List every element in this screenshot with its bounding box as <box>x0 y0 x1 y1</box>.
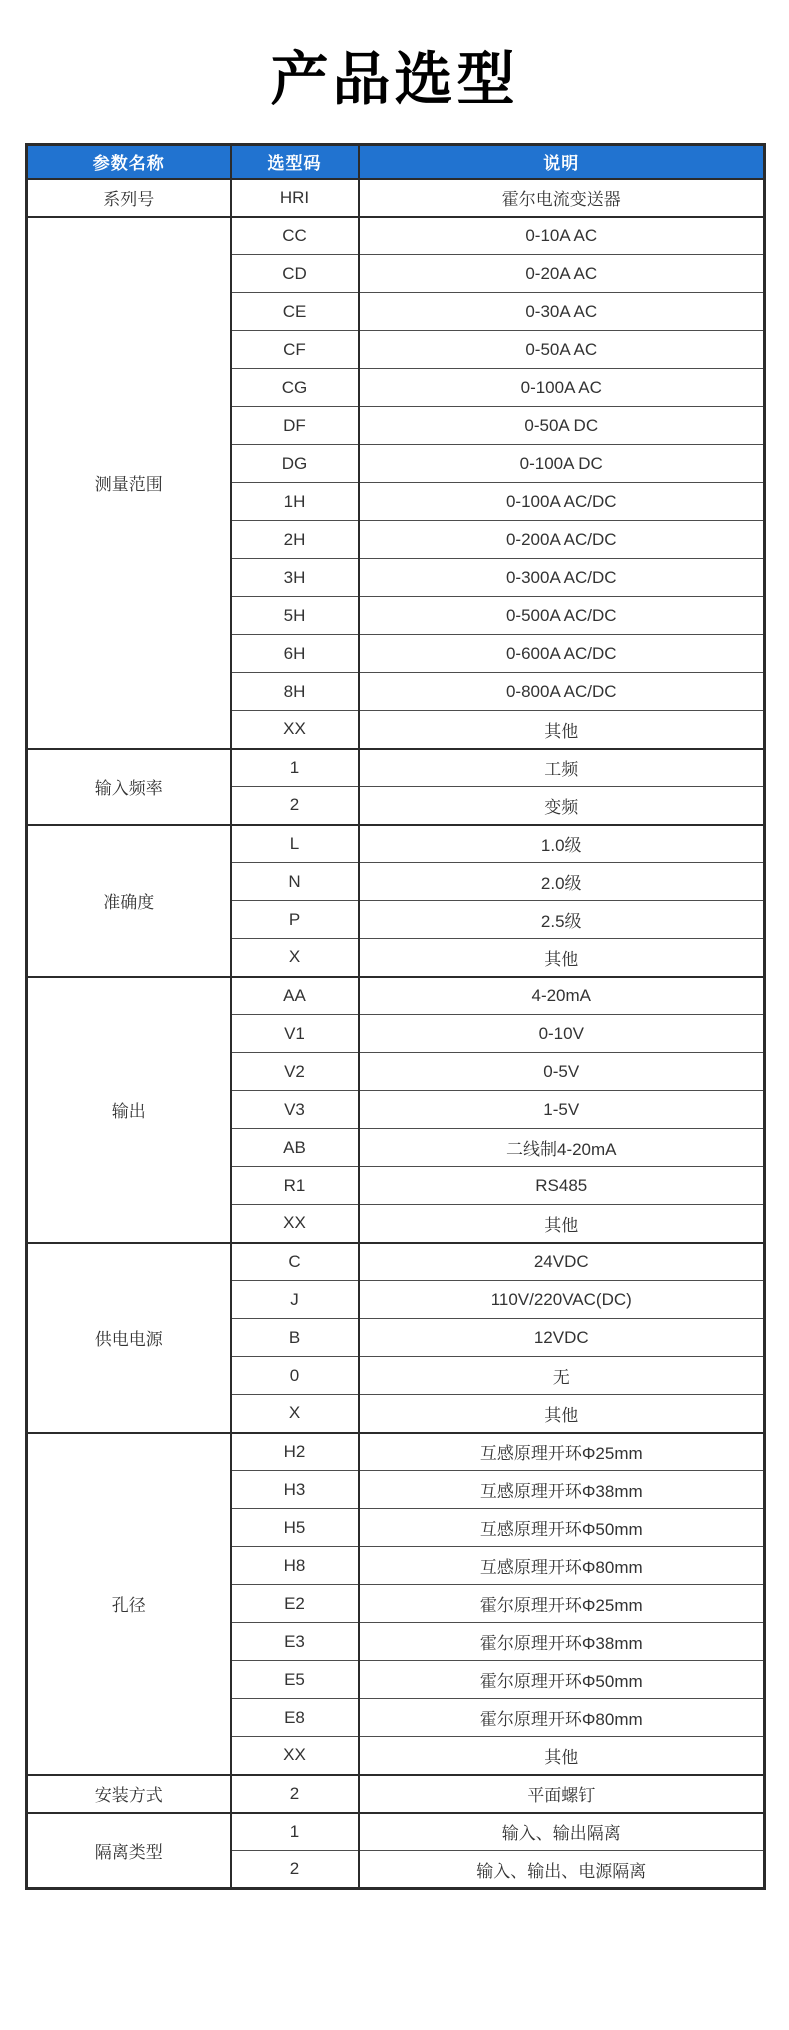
parameter-name-cell: 孔径 <box>27 1433 231 1775</box>
selection-code-cell: CE <box>231 293 359 331</box>
selection-code-cell: V1 <box>231 1015 359 1053</box>
selection-code-cell: CG <box>231 369 359 407</box>
selection-code-cell: AB <box>231 1129 359 1167</box>
description-cell: 0-50A AC <box>359 331 765 369</box>
description-cell: 0-10A AC <box>359 217 765 255</box>
description-cell: 二线制4-20mA <box>359 1129 765 1167</box>
description-cell: 互感原理开环Φ25mm <box>359 1433 765 1471</box>
table-row <box>27 1813 765 1851</box>
selection-code-cell: 1 <box>231 749 359 787</box>
parameter-name-cell: 输入频率 <box>27 749 231 825</box>
table-row <box>27 1243 765 1281</box>
description-cell: 霍尔电流变送器 <box>359 179 765 217</box>
description-cell: 其他 <box>359 939 765 977</box>
page-title: 产品选型 <box>270 47 519 112</box>
selection-code-cell: AA <box>231 977 359 1015</box>
selection-code-cell: XX <box>231 1737 359 1775</box>
description-cell: 0-100A AC <box>359 369 765 407</box>
selection-code-cell: 3H <box>231 559 359 597</box>
selection-code-cell: L <box>231 825 359 863</box>
selection-code-cell: P <box>231 901 359 939</box>
selection-code-cell: CF <box>231 331 359 369</box>
table-row <box>27 977 765 1015</box>
selection-code-cell: H2 <box>231 1433 359 1471</box>
description-cell: 110V/220VAC(DC) <box>359 1281 765 1319</box>
selection-code-cell: 2 <box>231 1851 359 1889</box>
table-header-row <box>27 145 765 179</box>
selection-code-cell: E5 <box>231 1661 359 1699</box>
description-cell: 0-100A AC/DC <box>359 483 765 521</box>
selection-code-cell: R1 <box>231 1167 359 1205</box>
col-header-selection-code: 选型码 <box>231 145 359 179</box>
description-cell: 霍尔原理开环Φ50mm <box>359 1661 765 1699</box>
description-cell: 输入、输出隔离 <box>359 1813 765 1851</box>
selection-code-cell: CC <box>231 217 359 255</box>
selection-code-cell: 8H <box>231 673 359 711</box>
selection-code-cell: 2 <box>231 1775 359 1813</box>
parameter-name-cell: 输出 <box>27 977 231 1243</box>
description-cell: 其他 <box>359 711 765 749</box>
selection-code-cell: DF <box>231 407 359 445</box>
selection-code-cell: V3 <box>231 1091 359 1129</box>
selection-code-cell: H5 <box>231 1509 359 1547</box>
product-selection-table <box>25 143 766 1890</box>
description-cell: 1.0级 <box>359 825 765 863</box>
description-cell: RS485 <box>359 1167 765 1205</box>
parameter-name-cell: 隔离类型 <box>27 1813 231 1889</box>
description-cell: 24VDC <box>359 1243 765 1281</box>
selection-code-cell: N <box>231 863 359 901</box>
description-cell: 工频 <box>359 749 765 787</box>
selection-code-cell: HRI <box>231 179 359 217</box>
selection-code-cell: E3 <box>231 1623 359 1661</box>
description-cell: 互感原理开环Φ38mm <box>359 1471 765 1509</box>
description-cell: 其他 <box>359 1737 765 1775</box>
parameter-name-cell: 安装方式 <box>27 1775 231 1813</box>
description-cell: 其他 <box>359 1395 765 1433</box>
selection-code-cell: 1 <box>231 1813 359 1851</box>
description-cell: 0-5V <box>359 1053 765 1091</box>
table-row <box>27 1433 765 1471</box>
selection-code-cell: 2 <box>231 787 359 825</box>
description-cell: 无 <box>359 1357 765 1395</box>
selection-code-cell: B <box>231 1319 359 1357</box>
selection-code-cell: E8 <box>231 1699 359 1737</box>
selection-code-cell: C <box>231 1243 359 1281</box>
parameter-name-cell: 系列号 <box>27 179 231 217</box>
description-cell: 0-50A DC <box>359 407 765 445</box>
selection-code-cell: 5H <box>231 597 359 635</box>
description-cell: 其他 <box>359 1205 765 1243</box>
description-cell: 2.5级 <box>359 901 765 939</box>
description-cell: 霍尔原理开环Φ80mm <box>359 1699 765 1737</box>
description-cell: 互感原理开环Φ80mm <box>359 1547 765 1585</box>
table-row <box>27 825 765 863</box>
description-cell: 4-20mA <box>359 977 765 1015</box>
selection-code-cell: 0 <box>231 1357 359 1395</box>
parameter-name-cell: 供电电源 <box>27 1243 231 1433</box>
selection-code-cell: 1H <box>231 483 359 521</box>
description-cell: 0-30A AC <box>359 293 765 331</box>
description-cell: 0-300A AC/DC <box>359 559 765 597</box>
selection-code-cell: 2H <box>231 521 359 559</box>
selection-code-cell: E2 <box>231 1585 359 1623</box>
col-header-parameter-name: 参数名称 <box>27 145 231 179</box>
description-cell: 0-20A AC <box>359 255 765 293</box>
selection-code-cell: DG <box>231 445 359 483</box>
description-cell: 变频 <box>359 787 765 825</box>
selection-code-cell: CD <box>231 255 359 293</box>
description-cell: 0-600A AC/DC <box>359 635 765 673</box>
description-cell: 0-100A DC <box>359 445 765 483</box>
description-cell: 霍尔原理开环Φ38mm <box>359 1623 765 1661</box>
description-cell: 输入、输出、电源隔离 <box>359 1851 765 1889</box>
description-cell: 1-5V <box>359 1091 765 1129</box>
parameter-name-cell: 准确度 <box>27 825 231 977</box>
selection-code-cell: H8 <box>231 1547 359 1585</box>
table-row <box>27 217 765 255</box>
selection-code-cell: XX <box>231 1205 359 1243</box>
description-cell: 12VDC <box>359 1319 765 1357</box>
table-row <box>27 179 765 217</box>
selection-code-cell: X <box>231 1395 359 1433</box>
selection-code-cell: H3 <box>231 1471 359 1509</box>
parameter-name-cell: 测量范围 <box>27 217 231 749</box>
description-cell: 互感原理开环Φ50mm <box>359 1509 765 1547</box>
description-cell: 平面螺钉 <box>359 1775 765 1813</box>
selection-code-cell: V2 <box>231 1053 359 1091</box>
description-cell: 0-800A AC/DC <box>359 673 765 711</box>
selection-code-cell: XX <box>231 711 359 749</box>
selection-code-cell: X <box>231 939 359 977</box>
description-cell: 0-10V <box>359 1015 765 1053</box>
col-header-description: 说明 <box>359 145 765 179</box>
selection-code-cell: J <box>231 1281 359 1319</box>
description-cell: 0-200A AC/DC <box>359 521 765 559</box>
table-row <box>27 749 765 787</box>
table-row <box>27 1775 765 1813</box>
description-cell: 霍尔原理开环Φ25mm <box>359 1585 765 1623</box>
selection-code-cell: 6H <box>231 635 359 673</box>
description-cell: 0-500A AC/DC <box>359 597 765 635</box>
description-cell: 2.0级 <box>359 863 765 901</box>
